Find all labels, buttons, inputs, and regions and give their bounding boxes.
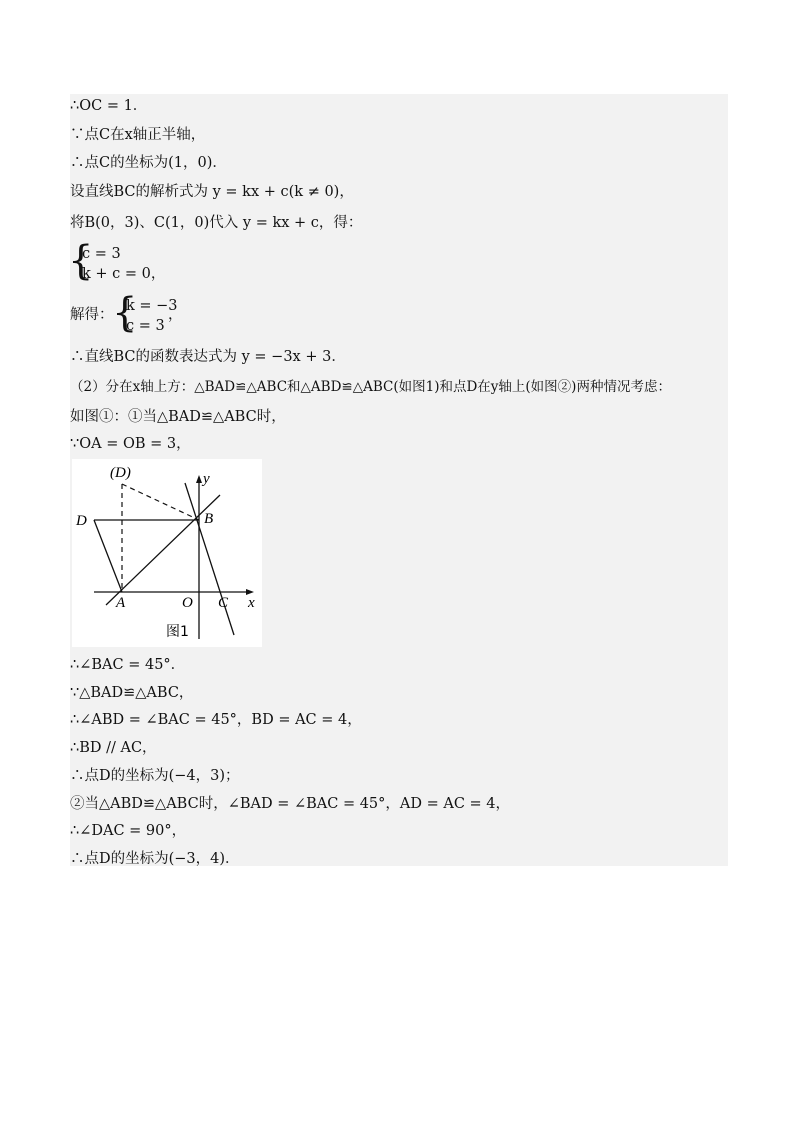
brace-left: {	[68, 238, 94, 284]
text-line-13: ∵△BAD≌△ABC，	[70, 685, 194, 701]
segment-da	[94, 520, 122, 592]
figure-caption: 图1	[166, 624, 189, 640]
text-line-11: ∵OA = OB = 3，	[70, 436, 191, 452]
solve-label: 解得：	[70, 307, 114, 323]
text-line-4: 设直线BC的解析式为 y = kx + c(k ≠ 0)，	[70, 184, 354, 200]
text-line-8: ∴直线BC的函数表达式为 y = −3x + 3．	[70, 349, 346, 365]
text-line-19: ∴点D的坐标为(−3，4)．	[70, 851, 240, 867]
label-b: B	[204, 511, 214, 527]
geometry-diagram	[72, 459, 262, 647]
text-line-12: ∴∠BAC = 45°．	[70, 657, 186, 673]
line-ab	[106, 495, 220, 605]
text-line-5: 将B(0，3)、C(1，0)代入 y = kx + c，得：	[70, 215, 363, 231]
text-line-18: ∴∠DAC = 90°，	[70, 823, 187, 839]
label-d: D	[76, 513, 87, 529]
text-line-2: ∵点C在x轴正半轴，	[70, 127, 206, 143]
text-line-15: ∴BD // AC，	[70, 740, 157, 756]
system2-eq1: k = −3	[126, 298, 178, 314]
text-line-9: （2）分在x轴上方：△BAD≌△ABC和△ABD≌△ABC(如图1)和点D在y轴上(如图②)两种情况考虑：	[70, 379, 671, 395]
text-line-17: ②当△ABD≌△ABC时，∠BAD = ∠BAC = 45°，AD = AC = 4，	[70, 796, 511, 812]
system1-eq2: k + c = 0，	[82, 266, 166, 282]
system1-eq1: c = 3	[82, 246, 121, 262]
y-axis-arrow	[196, 475, 202, 483]
label-c: C	[218, 595, 229, 611]
text-line-1: ∴OC = 1．	[70, 98, 148, 114]
text-line-16: ∴点D的坐标为(−4，3)；	[70, 768, 240, 784]
label-o: O	[182, 595, 193, 611]
label-d-paren: (D)	[110, 465, 131, 481]
label-y: y	[203, 471, 210, 487]
text-line-14: ∴∠ABD = ∠BAC = 45°，BD = AC = 4，	[70, 712, 362, 728]
system2-eq2: c = 3	[126, 318, 165, 334]
text-line-3: ∴点C的坐标为(1，0)．	[70, 155, 227, 171]
label-a: A	[116, 595, 126, 611]
figure-1	[72, 459, 262, 647]
text-line-10: 如图①：①当△BAD≌△ABC时，	[70, 409, 286, 425]
brace-left: {	[112, 290, 138, 336]
label-x: x	[248, 595, 255, 611]
system2-comma: ，	[168, 307, 183, 323]
